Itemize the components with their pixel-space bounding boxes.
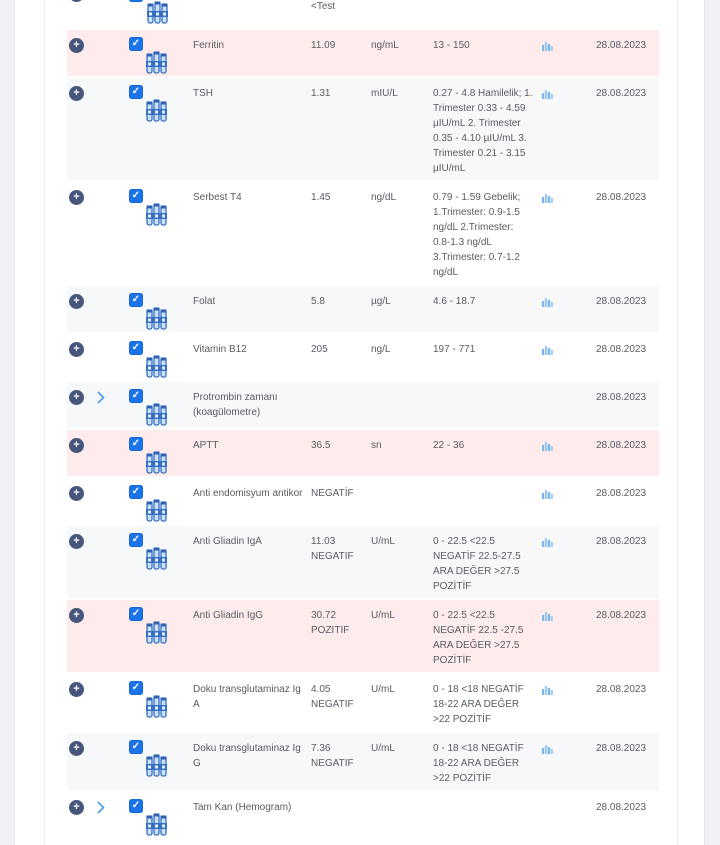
chevron-right-icon[interactable] bbox=[92, 391, 105, 404]
test-name: Tam Kan (Hemogram) bbox=[193, 802, 292, 813]
chevron-cell bbox=[91, 800, 113, 834]
test-tubes-icon bbox=[146, 99, 167, 122]
expand-cell bbox=[67, 741, 91, 786]
result-date: 28.08.2023 bbox=[596, 192, 647, 203]
expand-cell bbox=[67, 682, 91, 727]
test-status: NEGATIF bbox=[311, 699, 354, 710]
test-value: 11.03 bbox=[311, 536, 336, 547]
chevron-cell bbox=[91, 682, 113, 727]
test-tubes-icon bbox=[146, 203, 167, 226]
expand-row-button[interactable]: + bbox=[69, 682, 84, 697]
result-date: 28.08.2023 bbox=[596, 743, 647, 754]
result-date: 28.08.2023 bbox=[596, 536, 647, 547]
result-date: 28.08.2023 bbox=[596, 610, 647, 621]
row-checkbox[interactable]: ✓ bbox=[129, 85, 143, 99]
test-status: NEGATIF bbox=[311, 758, 354, 769]
row-checkbox[interactable]: ✓ bbox=[129, 437, 143, 451]
expand-cell bbox=[67, 800, 91, 834]
chart-cell bbox=[537, 608, 557, 668]
checkbox-cell bbox=[113, 86, 173, 176]
bar-chart-icon[interactable] bbox=[542, 491, 553, 502]
expand-row-button[interactable]: + bbox=[69, 390, 84, 405]
test-unit: U/mL bbox=[371, 610, 395, 621]
reference-range: 0 - 18 <18 NEGATİF 18-22 ARA DEĞER >22 POZİTİF bbox=[433, 684, 524, 725]
bar-chart-icon[interactable] bbox=[542, 687, 553, 698]
expand-cell bbox=[67, 390, 91, 424]
expand-row-button[interactable]: + bbox=[69, 86, 84, 101]
lab-results-table bbox=[44, 0, 678, 845]
test-tubes-icon bbox=[146, 621, 167, 644]
test-unit bbox=[365, 800, 427, 834]
test-unit: µg/L bbox=[371, 296, 391, 307]
expand-row-button[interactable]: + bbox=[69, 741, 84, 756]
row-checkbox[interactable]: ✓ bbox=[129, 389, 143, 403]
chevron-cell bbox=[91, 390, 113, 424]
test-value: 205 bbox=[311, 344, 328, 355]
reference-range: 13 - 150 bbox=[433, 40, 470, 51]
reference-range: 0 - 18 <18 NEGATİF 18-22 ARA DEĞER >22 POZİTİF bbox=[433, 743, 524, 784]
test-unit: ng/dL bbox=[371, 192, 397, 203]
test-value: <Test bbox=[311, 1, 336, 12]
test-name: APTT bbox=[193, 440, 219, 451]
expand-row-button[interactable] bbox=[69, 0, 84, 2]
test-name: Anti Gliadin IgA bbox=[193, 536, 262, 547]
bar-chart-icon[interactable] bbox=[542, 91, 553, 102]
value-cell bbox=[305, 342, 365, 376]
reference-range: 0.27 - 4.8 Hamilelik; 1. Trimester 0.33 - 4.59 µIU/mL 2. Trimester 0.35 - 4.10 µIU/mL 3. Trimester 0.21 - 3.15 µIU/mL bbox=[433, 88, 533, 174]
result-date: 28.08.2023 bbox=[596, 88, 647, 99]
chart-cell bbox=[537, 390, 557, 424]
test-unit bbox=[365, 486, 427, 520]
test-name: Doku transglutaminaz Ig A bbox=[193, 684, 301, 710]
chevron-cell bbox=[91, 342, 113, 376]
chevron-cell bbox=[91, 741, 113, 786]
value-cell bbox=[305, 486, 365, 520]
test-tubes-icon bbox=[146, 499, 167, 522]
test-tubes-icon bbox=[147, 1, 168, 24]
test-unit: sn bbox=[371, 440, 382, 451]
test-value: 1.31 bbox=[311, 88, 331, 99]
checkbox-cell bbox=[113, 800, 173, 834]
chart-cell bbox=[537, 190, 557, 280]
test-status: NEGATIF bbox=[311, 551, 354, 562]
chart-cell bbox=[537, 741, 557, 786]
result-date: 28.08.2023 bbox=[596, 296, 647, 307]
test-value: 4.05 bbox=[311, 684, 331, 695]
table-row bbox=[67, 478, 659, 524]
test-name: Protrombin zamanı (koagülometre) bbox=[193, 392, 278, 418]
expand-row-button[interactable]: + bbox=[69, 190, 84, 205]
checkbox-cell bbox=[113, 294, 173, 328]
checkbox-cell bbox=[113, 38, 173, 72]
expand-row-button[interactable]: + bbox=[69, 38, 84, 53]
bar-chart-icon[interactable] bbox=[542, 43, 553, 54]
table-row bbox=[67, 382, 659, 428]
expand-cell bbox=[67, 190, 91, 280]
chevron-cell bbox=[91, 534, 113, 594]
test-tubes-icon bbox=[146, 754, 167, 777]
table-row bbox=[67, 733, 659, 790]
reference-range: 0 - 22.5 <22.5 NEGATİF 22.5 -27.5 ARA DEĞER >27.5 POZİTİF bbox=[433, 610, 524, 666]
chart-cell bbox=[537, 534, 557, 594]
test-unit bbox=[365, 390, 427, 424]
table-row bbox=[67, 78, 659, 180]
test-tubes-icon bbox=[146, 403, 167, 426]
expand-row-button[interactable]: + bbox=[69, 534, 84, 549]
expand-row-button[interactable]: + bbox=[69, 342, 84, 357]
chart-cell bbox=[537, 38, 557, 72]
bar-chart-icon[interactable] bbox=[542, 443, 553, 454]
test-value: 1.45 bbox=[311, 192, 331, 203]
row-checkbox[interactable]: ✓ bbox=[129, 533, 143, 547]
row-checkbox[interactable]: ✓ bbox=[129, 607, 143, 621]
expand-row-button[interactable]: + bbox=[69, 486, 84, 501]
expand-cell bbox=[67, 342, 91, 376]
expand-cell bbox=[67, 86, 91, 176]
value-cell bbox=[305, 682, 365, 727]
row-checkbox[interactable]: ✓ bbox=[129, 799, 143, 813]
row-checkbox[interactable]: ✓ bbox=[129, 485, 143, 499]
reference-range bbox=[427, 800, 537, 834]
test-status: POZITIF bbox=[311, 625, 350, 636]
row-checkbox[interactable]: ✓ bbox=[129, 293, 143, 307]
checkbox-cell bbox=[113, 390, 173, 424]
test-unit: U/mL bbox=[371, 536, 395, 547]
table-row bbox=[67, 674, 659, 731]
value-cell bbox=[305, 741, 365, 786]
table-row bbox=[67, 182, 659, 284]
chart-cell bbox=[537, 682, 557, 727]
checkbox-cell bbox=[113, 741, 173, 786]
reference-range: 0.79 - 1.59 Gebelik; 1.Trimester: 0.9-1.5 ng/dL 2.Trimester: 0.8-1.3 ng/dL 3.Trimester: 0.7-1.2 ng/dL bbox=[433, 192, 521, 278]
test-tubes-icon bbox=[146, 307, 167, 330]
checkbox-cell bbox=[113, 438, 173, 472]
test-tubes-icon bbox=[146, 355, 167, 378]
value-cell bbox=[305, 390, 365, 424]
bar-chart-icon[interactable] bbox=[542, 299, 553, 310]
test-value: 11.09 bbox=[311, 40, 336, 51]
expand-row-button[interactable]: + bbox=[69, 608, 84, 623]
expand-row-button[interactable]: + bbox=[69, 438, 84, 453]
table-body bbox=[45, 0, 677, 838]
table-rows bbox=[67, 30, 677, 838]
test-tubes-icon bbox=[146, 547, 167, 570]
checkbox-cell bbox=[113, 342, 173, 376]
test-value: 30.72 bbox=[311, 610, 337, 621]
value-cell bbox=[305, 800, 365, 834]
row-checkbox[interactable] bbox=[129, 0, 143, 2]
chevron-cell bbox=[91, 608, 113, 668]
chart-cell bbox=[537, 342, 557, 376]
chart-cell bbox=[537, 86, 557, 176]
checkbox-cell bbox=[113, 682, 173, 727]
bar-chart-icon[interactable] bbox=[542, 195, 553, 206]
bar-chart-icon[interactable] bbox=[542, 746, 553, 757]
result-date: 28.08.2023 bbox=[596, 802, 647, 813]
test-value: 36.5 bbox=[311, 440, 331, 451]
chevron-cell bbox=[91, 438, 113, 472]
test-name: Folat bbox=[193, 296, 216, 307]
bar-chart-icon[interactable] bbox=[542, 347, 553, 358]
value-cell bbox=[305, 438, 365, 472]
expand-cell bbox=[67, 438, 91, 472]
result-date: 28.08.2023 bbox=[596, 488, 647, 499]
result-date: 28.08.2023 bbox=[596, 440, 647, 451]
table-row bbox=[67, 334, 659, 380]
bar-chart-icon[interactable] bbox=[542, 539, 553, 550]
reference-range bbox=[427, 390, 537, 424]
expand-cell bbox=[67, 294, 91, 328]
test-name: Anti endomisyum antikor bbox=[193, 488, 303, 499]
checkbox-cell bbox=[113, 534, 173, 594]
test-tubes-icon bbox=[146, 51, 167, 74]
test-name: Ferritin bbox=[193, 40, 225, 51]
chevron-right-icon[interactable] bbox=[92, 801, 105, 814]
value-cell bbox=[305, 534, 365, 594]
expand-cell bbox=[67, 534, 91, 594]
test-unit: ng/L bbox=[371, 344, 391, 355]
row-checkbox[interactable]: ✓ bbox=[129, 681, 143, 695]
chart-cell bbox=[537, 294, 557, 328]
value-cell bbox=[305, 608, 365, 668]
test-value: NEGATİF bbox=[311, 488, 354, 499]
chevron-cell bbox=[91, 294, 113, 328]
result-date: 28.08.2023 bbox=[596, 392, 647, 403]
reference-range: 4.6 - 18.7 bbox=[433, 296, 476, 307]
row-checkbox[interactable]: ✓ bbox=[129, 740, 143, 754]
chart-cell bbox=[537, 438, 557, 472]
value-cell bbox=[305, 190, 365, 280]
test-value: 5.8 bbox=[311, 296, 325, 307]
expand-cell bbox=[67, 38, 91, 72]
value-cell bbox=[305, 38, 365, 72]
test-unit: ng/mL bbox=[371, 40, 399, 51]
table-row-partial bbox=[67, 0, 659, 29]
row-checkbox[interactable]: ✓ bbox=[129, 37, 143, 51]
row-checkbox[interactable]: ✓ bbox=[129, 189, 143, 203]
chevron-cell bbox=[91, 86, 113, 176]
reference-range: 22 - 36 bbox=[433, 440, 465, 451]
test-tubes-icon bbox=[146, 813, 167, 836]
table-row bbox=[67, 286, 659, 332]
expand-row-button[interactable]: + bbox=[69, 800, 84, 815]
test-tubes-icon bbox=[146, 695, 167, 718]
result-date: 28.08.2023 bbox=[596, 684, 647, 695]
value-cell bbox=[305, 86, 365, 176]
chart-cell bbox=[537, 486, 557, 520]
value-cell bbox=[305, 294, 365, 328]
reference-range: 0 - 22.5 <22.5 NEGATİF 22.5-27.5 ARA DEĞER >27.5 POZİTİF bbox=[433, 536, 521, 592]
table-row bbox=[67, 600, 659, 672]
reference-range: 197 - 771 bbox=[433, 344, 476, 355]
chevron-cell bbox=[91, 38, 113, 72]
bar-chart-icon[interactable] bbox=[542, 613, 553, 624]
test-unit: U/mL bbox=[371, 743, 395, 754]
expand-cell bbox=[67, 486, 91, 520]
test-name: Doku transglutaminaz Ig G bbox=[193, 743, 301, 769]
row-checkbox[interactable]: ✓ bbox=[129, 341, 143, 355]
test-value: 7.36 bbox=[311, 743, 331, 754]
checkbox-cell bbox=[113, 190, 173, 280]
checkbox-cell bbox=[113, 486, 173, 520]
reference-range bbox=[427, 486, 537, 520]
expand-cell bbox=[67, 608, 91, 668]
test-unit: U/mL bbox=[371, 684, 395, 695]
test-name: Vitamin B12 bbox=[193, 344, 247, 355]
table-row bbox=[67, 30, 659, 76]
result-date: 28.08.2023 bbox=[596, 40, 647, 51]
checkbox-cell bbox=[113, 608, 173, 668]
table-row bbox=[67, 792, 659, 838]
results-card bbox=[14, 0, 705, 845]
chart-cell bbox=[537, 800, 557, 834]
result-date: 28.08.2023 bbox=[596, 344, 647, 355]
chevron-cell bbox=[91, 486, 113, 520]
test-unit: mIU/L bbox=[371, 88, 398, 99]
test-name: TSH bbox=[193, 88, 213, 99]
expand-row-button[interactable]: + bbox=[69, 294, 84, 309]
table-row bbox=[67, 430, 659, 476]
chevron-cell bbox=[91, 190, 113, 280]
table-row bbox=[67, 526, 659, 598]
test-name: Anti Gliadin IgG bbox=[193, 610, 264, 621]
test-name: Serbest T4 bbox=[193, 192, 242, 203]
test-tubes-icon bbox=[146, 451, 167, 474]
